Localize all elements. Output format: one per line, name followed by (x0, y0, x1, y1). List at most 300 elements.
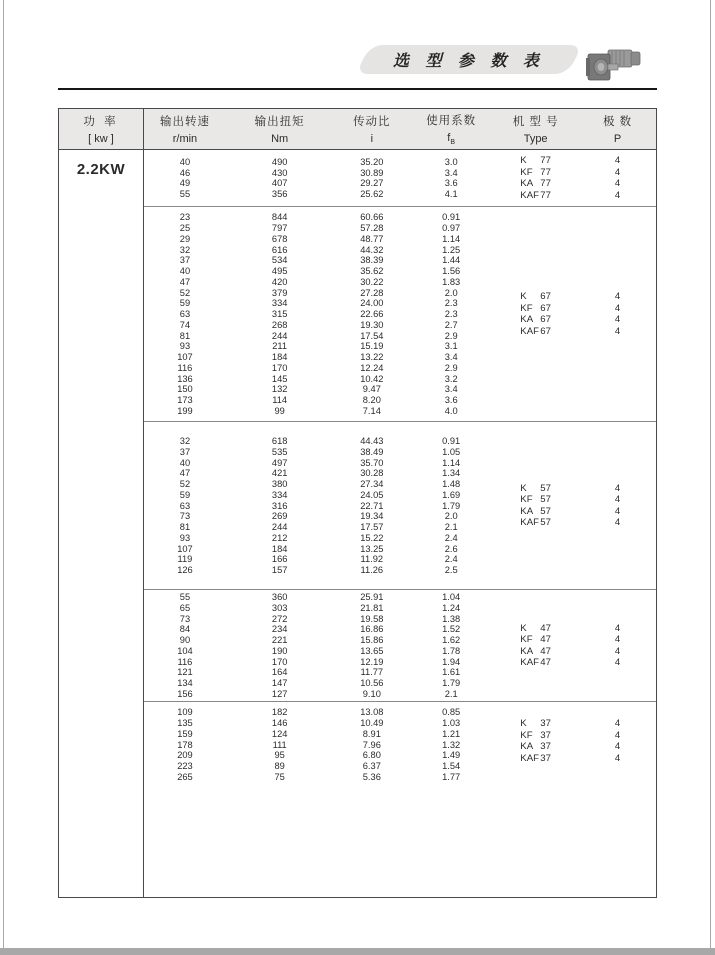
torque-value: 379 (271, 287, 288, 298)
type-label (520, 190, 551, 202)
poles-value: 4 (614, 505, 621, 517)
rpm-value: 93 (179, 532, 191, 543)
rpm-value: 81 (179, 330, 191, 341)
type-label (520, 517, 551, 529)
ratio-value: 24.00 (360, 298, 384, 309)
fb-value: 1.05 (442, 446, 461, 457)
column-header-unit: Nm (271, 133, 289, 145)
ratio-value: 8.91 (362, 728, 381, 739)
torque-value: 495 (271, 266, 288, 276)
ratio-value: 30.22 (360, 276, 384, 287)
type-prefix: KA (520, 505, 534, 517)
torque-value: 315 (271, 309, 288, 319)
type-size: 57 (540, 505, 551, 517)
type-label (520, 753, 551, 765)
rpm-value: 104 (177, 645, 193, 656)
fb-value: 2.6 (444, 543, 458, 554)
ratio-value: 13.08 (360, 707, 384, 718)
ratio-value: 38.49 (360, 446, 384, 457)
rpm-value: 73 (179, 613, 191, 624)
type-size: 37 (540, 741, 551, 753)
fb-value: 0.97 (442, 223, 461, 233)
torque-value: 75 (274, 771, 285, 782)
fb-value: 1.56 (442, 266, 461, 276)
fb-value: 2.1 (444, 522, 458, 532)
fb-value: 1.52 (442, 624, 461, 635)
type-block (520, 291, 551, 337)
power-header-unit: [ kw ] (88, 133, 114, 145)
ratio-value: 13.22 (360, 352, 384, 362)
rpm-value: 65 (179, 602, 191, 613)
torque-value: 268 (271, 319, 288, 330)
type-prefix: KA (520, 741, 534, 753)
torque-value: 797 (271, 223, 288, 233)
fb-value: 2.3 (444, 298, 458, 309)
torque-value: 124 (271, 728, 288, 739)
rpm-value: 84 (179, 624, 191, 635)
table-group-k67 (144, 207, 656, 422)
type-label (520, 166, 551, 178)
fb-value: 1.04 (442, 592, 461, 603)
torque-value: 420 (271, 276, 288, 287)
torque-value: 182 (271, 707, 288, 718)
title-rule (58, 88, 657, 90)
rpm-value: 37 (179, 446, 191, 457)
rpm-value: 119 (177, 554, 193, 565)
table-group-k37 (144, 702, 656, 897)
rpm-value: 109 (177, 707, 193, 718)
ratio-value: 15.86 (360, 635, 384, 646)
torque-value: 534 (271, 255, 288, 266)
torque-value: 170 (271, 656, 288, 667)
torque-value: 184 (271, 543, 288, 554)
type-prefix: KF (520, 302, 533, 314)
torque-value: 334 (271, 489, 288, 500)
title-banner (355, 45, 582, 74)
torque-column (226, 207, 334, 421)
rpm-value: 90 (179, 635, 191, 646)
type-label (520, 326, 551, 338)
type-size: 37 (540, 718, 551, 730)
ratio-value: 27.28 (360, 287, 384, 298)
poles-column (579, 590, 656, 701)
type-prefix: KAF (520, 325, 539, 337)
torque-value: 95 (274, 750, 285, 761)
fb-value: 1.24 (442, 602, 461, 613)
rpm-value: 107 (177, 352, 193, 362)
poles-value: 4 (614, 494, 621, 506)
rpm-column (144, 207, 226, 421)
torque-value: 212 (271, 532, 288, 543)
ratio-value: 29.27 (360, 178, 384, 189)
torque-value: 89 (274, 761, 285, 772)
poles-block (615, 482, 620, 528)
poles-value: 4 (614, 482, 621, 494)
rpm-value: 81 (179, 522, 191, 532)
fb-column (410, 422, 492, 589)
fb-value: 1.14 (442, 457, 461, 468)
poles-value: 4 (614, 634, 621, 646)
rpm-value: 59 (179, 298, 191, 309)
data-column-headers (144, 109, 656, 149)
fb-value: 0.91 (442, 436, 461, 446)
torque-value: 356 (271, 189, 288, 200)
power-column-header (59, 109, 144, 149)
ratio-value: 11.26 (360, 565, 384, 575)
selection-table (58, 108, 657, 898)
type-prefix: K (520, 482, 527, 494)
fb-value: 1.62 (442, 635, 461, 646)
torque-value: 145 (271, 373, 288, 384)
type-label (520, 646, 551, 658)
rpm-value: 107 (177, 543, 193, 554)
ratio-value: 7.96 (362, 739, 381, 750)
type-prefix: KF (520, 166, 533, 178)
torque-value: 678 (271, 233, 288, 244)
rpm-value: 74 (179, 319, 191, 330)
ratio-value: 6.80 (362, 750, 381, 761)
torque-column (226, 590, 334, 701)
ratio-value: 44.43 (360, 436, 384, 446)
fb-value: 3.4 (444, 167, 458, 178)
footer-bar (0, 948, 715, 955)
torque-value: 316 (271, 500, 288, 511)
rpm-value: 32 (179, 436, 191, 446)
ratio-value: 17.54 (360, 330, 384, 341)
poles-value: 4 (614, 166, 621, 178)
torque-value: 244 (271, 330, 288, 341)
rpm-value: 52 (179, 287, 191, 298)
poles-value: 4 (614, 178, 621, 190)
ratio-value: 35.62 (360, 266, 384, 276)
rpm-column (144, 150, 226, 206)
fb-value: 1.61 (442, 667, 461, 678)
type-block (520, 718, 551, 764)
type-size: 47 (540, 634, 551, 646)
fb-value: 3.6 (444, 178, 458, 189)
type-label (520, 634, 551, 646)
rpm-value: 135 (177, 718, 193, 729)
type-label (520, 155, 551, 167)
fb-value: 1.21 (442, 728, 461, 739)
poles-value: 4 (614, 325, 621, 337)
ratio-value: 5.36 (362, 771, 381, 782)
fb-value: 1.25 (442, 244, 461, 255)
ratio-value: 13.65 (360, 645, 384, 656)
rpm-value: 93 (179, 341, 191, 352)
column-header-unit: i (370, 133, 374, 145)
table-body-groups (144, 150, 656, 897)
type-label (520, 622, 551, 634)
torque-value: 99 (274, 405, 285, 416)
fb-value: 0.91 (442, 212, 461, 223)
rpm-value: 55 (179, 592, 191, 603)
table-group-k77 (144, 150, 656, 207)
rpm-value: 199 (177, 405, 193, 416)
torque-value: 221 (271, 635, 288, 646)
type-size: 57 (540, 494, 551, 506)
fb-column (410, 207, 492, 421)
ratio-value: 25.91 (360, 592, 384, 603)
type-size: 67 (540, 314, 551, 326)
torque-value: 190 (271, 645, 288, 656)
poles-value: 4 (614, 155, 621, 167)
rpm-column (144, 702, 226, 897)
type-size: 67 (540, 302, 551, 314)
torque-value: 334 (271, 298, 288, 309)
torque-value: 164 (271, 667, 288, 678)
poles-value: 4 (614, 291, 621, 303)
fb-value: 1.79 (442, 678, 461, 689)
type-size: 67 (540, 325, 551, 337)
rpm-column (144, 422, 226, 589)
rpm-value: 134 (177, 678, 193, 689)
column-header-zh: 输出扭矩 (254, 116, 305, 128)
ratio-value: 10.56 (360, 678, 384, 689)
rpm-value: 156 (177, 688, 193, 699)
rpm-value: 55 (179, 189, 191, 200)
type-size: 37 (540, 753, 551, 765)
type-size: 57 (540, 482, 551, 494)
rpm-value: 46 (179, 167, 191, 178)
type-size: 77 (540, 166, 551, 178)
torque-value: 234 (271, 624, 288, 635)
ratio-value: 8.20 (362, 395, 381, 405)
fb-value: 1.49 (442, 750, 461, 761)
rpm-value: 173 (177, 395, 193, 405)
fb-value: 1.78 (442, 645, 461, 656)
ratio-column (333, 207, 410, 421)
rpm-value: 63 (179, 500, 191, 511)
fb-value: 2.0 (444, 511, 458, 522)
power-header-label: 功 率 (83, 116, 119, 128)
torque-value: 380 (271, 479, 288, 489)
type-label (520, 718, 551, 730)
type-prefix: KAF (520, 657, 539, 669)
torque-value: 244 (271, 522, 288, 532)
fb-value: 1.79 (442, 500, 461, 511)
rpm-value: 223 (177, 761, 193, 772)
ratio-value: 25.62 (360, 189, 384, 200)
torque-value: 147 (271, 678, 288, 689)
torque-value: 170 (271, 362, 288, 373)
type-size: 47 (540, 657, 551, 669)
rpm-value: 47 (179, 276, 191, 287)
ratio-value: 17.57 (360, 522, 384, 532)
column-header-rpm (144, 109, 226, 149)
fb-value: 4.1 (444, 189, 458, 200)
fb-column (410, 150, 492, 206)
type-prefix: KF (520, 634, 533, 646)
column-header-unit: $f_B$ (447, 131, 456, 146)
table-group-k47 (144, 590, 656, 702)
poles-block (615, 718, 620, 764)
fb-value: 1.83 (442, 276, 461, 287)
poles-block (615, 155, 620, 201)
column-header-unit: P (613, 133, 622, 145)
poles-value: 4 (614, 753, 621, 765)
fb-value: 3.2 (444, 373, 458, 384)
type-block (520, 155, 551, 201)
rpm-value: 40 (179, 266, 191, 276)
page-title: 选 型 参 数 表 (393, 53, 545, 70)
page-edge-left (3, 0, 4, 948)
poles-column (579, 422, 656, 589)
ratio-value: 21.81 (360, 602, 384, 613)
column-header-zh: 极 数 (602, 116, 633, 128)
ratio-value: 30.89 (360, 167, 384, 178)
type-prefix: KAF (520, 517, 539, 529)
fb-value: 2.7 (444, 319, 458, 330)
rpm-value: 29 (179, 233, 191, 244)
rpm-value: 49 (179, 178, 191, 189)
torque-value: 360 (271, 592, 288, 603)
torque-value: 535 (271, 446, 288, 457)
ratio-value: 15.22 (360, 532, 384, 543)
ratio-value: 11.92 (360, 554, 384, 565)
rpm-value: 59 (179, 489, 191, 500)
torque-value: 114 (272, 395, 288, 405)
table-group-k57 (144, 422, 656, 590)
ratio-value: 27.34 (360, 479, 384, 489)
ratio-value: 35.20 (360, 156, 384, 167)
poles-value: 4 (614, 622, 621, 634)
column-header-unit: r/min (172, 133, 198, 145)
rpm-value: 32 (179, 244, 191, 255)
column-header-zh: 输出转速 (159, 116, 210, 128)
type-prefix: KA (520, 645, 534, 657)
poles-value: 4 (614, 741, 621, 753)
type-label (520, 741, 551, 753)
type-size: 77 (540, 155, 551, 167)
rpm-value: 121 (177, 667, 193, 678)
rpm-value: 150 (177, 384, 193, 395)
torque-value: 407 (271, 178, 288, 189)
torque-value: 490 (271, 156, 288, 167)
type-size: 67 (540, 291, 551, 303)
torque-column (226, 422, 334, 589)
power-value: 2.2KW (76, 161, 126, 178)
rpm-value: 126 (177, 565, 193, 575)
column-header-zh: 使用系数 (426, 115, 477, 128)
column-header-fb (410, 109, 492, 149)
ratio-column (333, 590, 410, 701)
type-size: 37 (540, 729, 551, 741)
ratio-value: 48.77 (360, 233, 384, 244)
fb-value: 2.9 (444, 362, 458, 373)
rpm-column (144, 590, 226, 701)
ratio-value: 9.47 (362, 384, 381, 395)
fb-value: 3.4 (444, 384, 458, 395)
ratio-value: 30.28 (360, 468, 384, 479)
fb-value: 1.48 (442, 479, 461, 489)
poles-block (615, 291, 620, 337)
type-label (520, 291, 551, 303)
ratio-value: 16.86 (360, 624, 384, 635)
ratio-value: 10.49 (360, 718, 384, 729)
poles-value: 4 (614, 718, 621, 730)
ratio-value: 15.19 (360, 341, 384, 352)
torque-value: 157 (271, 565, 288, 575)
poles-value: 4 (614, 645, 621, 657)
torque-column (226, 150, 334, 206)
type-prefix: K (520, 622, 527, 634)
type-column (492, 207, 579, 421)
rpm-value: 23 (179, 212, 191, 223)
type-prefix: K (520, 718, 527, 730)
ratio-value: 19.34 (360, 511, 384, 522)
ratio-value: 60.66 (360, 212, 384, 223)
fb-column (410, 702, 492, 897)
column-header-zh: 机 型 号 (512, 116, 559, 128)
rpm-value: 52 (179, 479, 191, 489)
fb-value: 2.4 (444, 554, 458, 565)
rpm-value: 63 (179, 309, 191, 319)
rpm-value: 37 (179, 255, 191, 266)
ratio-column (333, 702, 410, 897)
rpm-value: 40 (179, 156, 191, 167)
rpm-value: 209 (177, 750, 193, 761)
fb-value: 2.0 (444, 287, 458, 298)
rpm-value: 116 (177, 362, 193, 373)
type-column (492, 422, 579, 589)
fb-column (410, 590, 492, 701)
ratio-value: 6.37 (362, 761, 381, 772)
torque-value: 421 (271, 468, 288, 479)
ratio-value: 44.32 (360, 244, 384, 255)
poles-block (615, 622, 620, 668)
ratio-value: 38.39 (360, 255, 384, 266)
ratio-value: 9.10 (362, 688, 381, 699)
torque-value: 166 (271, 554, 288, 565)
torque-value: 430 (271, 167, 288, 178)
torque-value: 269 (271, 511, 288, 522)
fb-value: 1.54 (442, 761, 461, 772)
poles-value: 4 (614, 302, 621, 314)
column-header-zh: 传动比 (353, 116, 391, 128)
type-label (520, 314, 551, 326)
type-label (520, 494, 551, 506)
ratio-value: 19.30 (360, 319, 384, 330)
fb-value: 3.4 (444, 352, 458, 362)
ratio-value: 22.66 (360, 309, 384, 319)
fb-value: 1.38 (442, 613, 461, 624)
poles-value: 4 (614, 729, 621, 741)
fb-value: 2.1 (444, 688, 458, 699)
type-prefix: KF (520, 729, 533, 741)
torque-value: 127 (271, 688, 288, 699)
type-column (492, 590, 579, 701)
power-cell (59, 150, 144, 897)
fb-value: 2.5 (444, 565, 458, 575)
type-prefix: K (520, 155, 527, 167)
torque-value: 211 (272, 341, 288, 352)
torque-value: 132 (271, 384, 288, 395)
type-label (520, 657, 551, 669)
type-size: 47 (540, 645, 551, 657)
poles-column (579, 702, 656, 897)
fb-value: 1.14 (442, 233, 461, 244)
type-block (520, 482, 551, 528)
type-column (492, 150, 579, 206)
type-size: 77 (540, 189, 551, 201)
ratio-value: 7.14 (362, 405, 381, 416)
rpm-value: 136 (177, 373, 193, 384)
torque-value: 146 (271, 718, 288, 729)
type-column (492, 702, 579, 897)
rpm-value: 47 (179, 468, 191, 479)
type-prefix: KA (520, 178, 534, 190)
